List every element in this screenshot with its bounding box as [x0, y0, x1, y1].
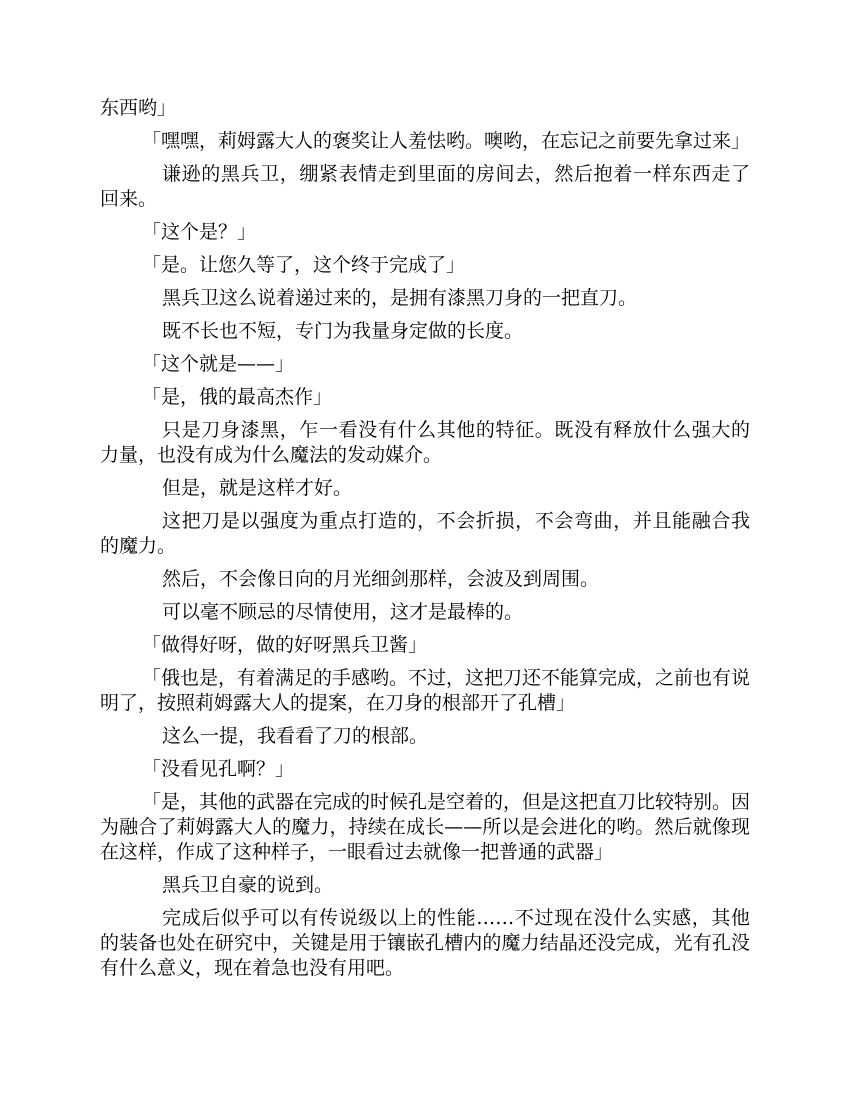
paragraph: 「是，俄的最高杰作」: [142, 386, 333, 408]
paragraph: 可以毫不顾忌的尽情使用，这才是最棒的。: [162, 601, 524, 623]
paragraph: 东西哟」: [100, 97, 177, 119]
paragraph: 完成后似乎可以有传说级以上的性能……不过现在没什么实感，其他的装备也处在研究中，关键是用于镶嵌孔槽内的魔力结晶还没完成，光有孔没有什么意义，现在着急也没有用吧。: [100, 907, 750, 979]
paragraph: 黑兵卫这么说着递过来的，是拥有漆黑刀身的一把直刀。: [162, 287, 638, 309]
document-page: [100, 96, 750, 989]
paragraph: 「做得好呀，做的好呀黑兵卫酱」: [142, 634, 428, 656]
paragraph: 只是刀身漆黑，乍一看没有什么其他的特征。既没有释放什么强大的力量，也没有成为什么魔法的发动媒介。: [100, 419, 750, 466]
paragraph: 然后，不会像日向的月光细剑那样，会波及到周围。: [162, 568, 600, 590]
paragraph: 既不长也不短，专门为我量身定做的长度。: [162, 320, 524, 342]
paragraph: 谦逊的黑兵卫，绷紧表情走到里面的房间去，然后抱着一样东西走了回来。: [100, 163, 750, 210]
paragraph: 「俄也是，有着满足的手感哟。不过，这把刀还不能算完成，之前也有说明了，按照莉姆露大人的提案，在刀身的根部开了孔槽」: [100, 667, 751, 714]
paragraph: 这么一提，我看看了刀的根部。: [162, 725, 429, 747]
paragraph: 「嘿嘿，莉姆露大人的褒奖让人羞怯哟。噢哟，在忘记之前要先拿过来」: [142, 130, 751, 152]
paragraph: 「这个就是——」: [142, 353, 295, 375]
paragraph: 「这个是？」: [142, 221, 257, 243]
paragraph: 「是。让您久等了，这个终于完成了」: [142, 254, 466, 276]
paragraph: 黑兵卫自豪的说到。: [162, 874, 334, 896]
paragraph: 「是，其他的武器在完成的时候孔是空着的，但是这把直刀比较特别。因为融合了莉姆露大人的魔力，持续在成长——所以是会进化的哟。然后就像现在这样，作成了这种样子，一眼看过去就像一把普通的武器」: [100, 791, 751, 863]
paragraph: 这把刀是以强度为重点打造的，不会折损，不会弯曲，并且能融合我的魔力。: [100, 510, 750, 557]
paragraph: 但是，就是这样才好。: [162, 477, 353, 499]
paragraph: 「没看见孔啊？」: [142, 758, 295, 780]
